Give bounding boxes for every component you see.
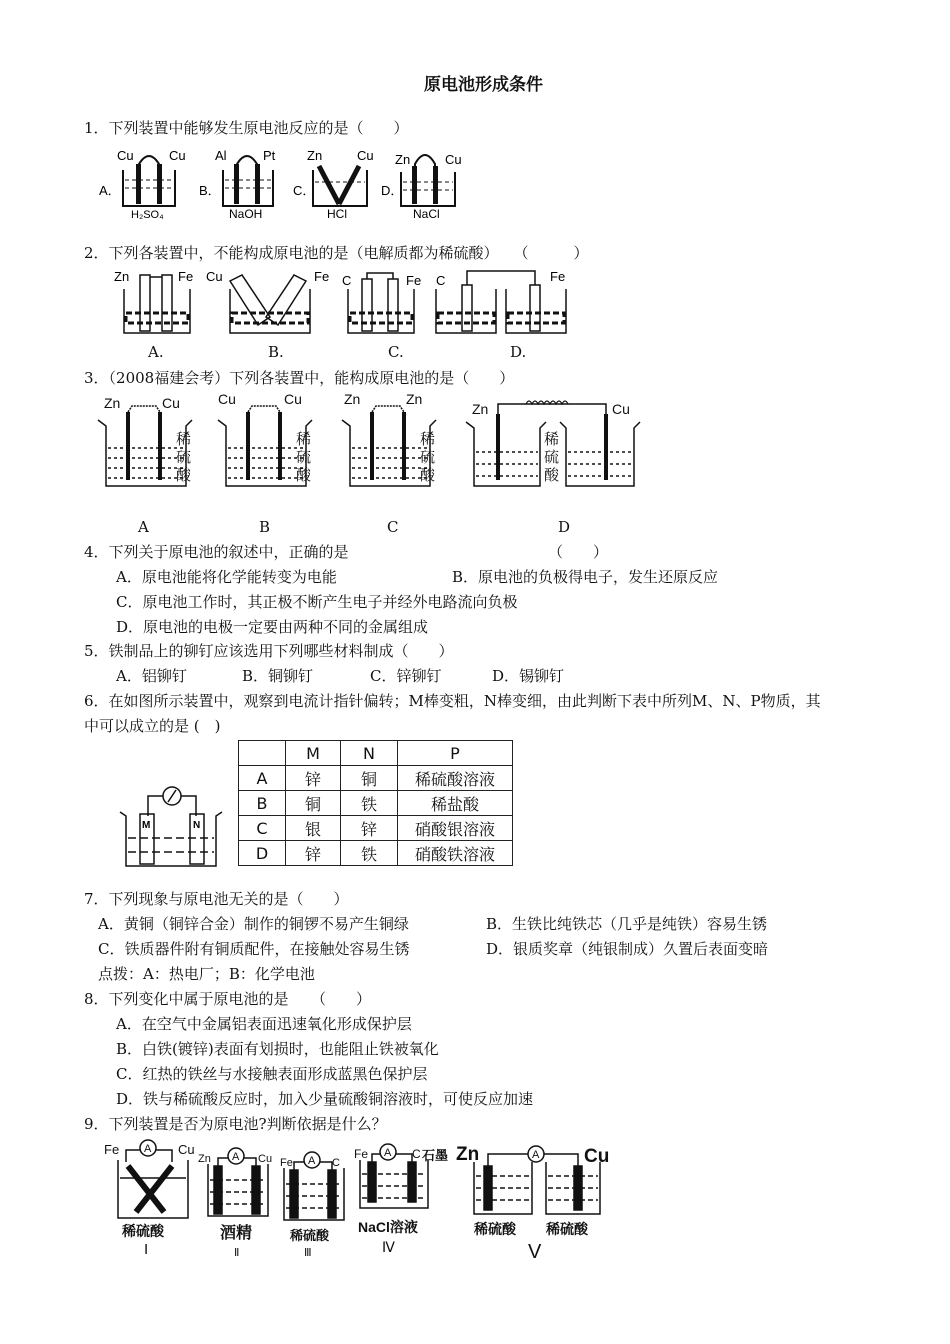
q6-figure <box>112 780 230 872</box>
svg-text:A: A <box>384 1147 392 1159</box>
svg-text:稀: 稀 <box>176 431 192 448</box>
q7-option-d: D．银质奖章（纯银制成）久置后表面变暗 <box>486 940 769 958</box>
q8-stem: 8．下列变化中属于原电池的是 （ ） <box>84 990 372 1008</box>
q1-a-label: A． <box>99 183 121 198</box>
q9-figure <box>100 1136 620 1264</box>
q2-b-right: Fe <box>314 269 330 284</box>
q2-c-left: C <box>342 273 352 288</box>
q7-option-b: B．生铁比纯铁芯（几乎是纯铁）容易生锈 <box>486 915 768 933</box>
q9-iv-num: Ⅳ <box>382 1239 395 1255</box>
q9-iv-sol: NaCl溶液 <box>358 1219 418 1235</box>
svg-text:稀: 稀 <box>296 431 312 448</box>
q1-a-sol: H₂SO₄ <box>131 209 164 221</box>
q1-d-label: D． <box>381 183 404 198</box>
q2-d-left: C <box>436 273 446 288</box>
svg-text:酸: 酸 <box>176 467 192 484</box>
svg-text:硫: 硫 <box>176 449 192 466</box>
q3-d-right: Cu <box>612 401 630 417</box>
svg-text:硫: 硫 <box>296 449 312 466</box>
q9-iii-sol: 稀硫酸 <box>290 1228 330 1243</box>
q1-b-right: Pt <box>263 148 276 163</box>
q9-stem: 9．下列装置是否为原电池?判断依据是什么？ <box>84 1115 387 1133</box>
q2-stem: 2．下列各装置中，不能构成原电池的是（电解质都为稀硫酸） （ ） <box>84 244 589 262</box>
q9-v-num: V <box>528 1241 542 1263</box>
q9-v-sol-right: 稀硫酸 <box>546 1221 588 1237</box>
q6-line2: 中可以成立的是 ( ) <box>84 717 221 735</box>
q7-hint: 点拨：A：热电厂；B：化学电池 <box>98 965 315 983</box>
q2-figure <box>110 265 580 337</box>
q5-option-a: A．铝铆钉 <box>116 667 187 685</box>
q9-i-num: I <box>144 1241 149 1258</box>
q4-option-b: B．原电池的负极得电子，发生还原反应 <box>452 568 719 586</box>
q3-letter-d: D <box>558 518 571 536</box>
q9-iii-right: C <box>332 1157 340 1169</box>
svg-text:硫: 硫 <box>420 449 436 466</box>
q7-option-c: C．铁质器件附有铜质配件，在接触处容易生锈 <box>98 940 410 958</box>
q7-stem: 7．下列现象与原电池无关的是（ ） <box>84 890 349 908</box>
q9-ii-left: Zn <box>198 1153 211 1165</box>
q1-c-label: C． <box>293 183 316 198</box>
svg-text:酸: 酸 <box>544 467 560 484</box>
q2-b-left: Cu <box>206 269 223 284</box>
q4-bracket: （ ） <box>548 543 609 561</box>
q9-v-sol-left: 稀硫酸 <box>474 1221 516 1237</box>
table-row: C 银 锌 硝酸银溶液 <box>239 816 513 841</box>
svg-text:硫: 硫 <box>544 449 560 466</box>
q3-b-left: Cu <box>218 392 236 407</box>
q8-option-b: B．白铁(镀锌)表面有划损时，也能阻止铁被氧化 <box>116 1040 439 1058</box>
svg-text:A: A <box>532 1149 540 1161</box>
q3-c-left: Zn <box>344 392 361 407</box>
q1-a-right: Cu <box>169 148 186 163</box>
page-title: 原电池形成条件 <box>424 75 543 95</box>
q9-iii-left: Fe <box>280 1157 293 1169</box>
q1-b-label: B． <box>199 183 221 198</box>
q9-iv-extra: 石墨 <box>422 1148 449 1163</box>
q7-option-a: A．黄铜（铜锌合金）制作的铜锣不易产生铜绿 <box>98 915 409 933</box>
svg-text:A: A <box>232 1151 240 1163</box>
q3-letter-b: B <box>259 518 271 536</box>
q2-letter-c: C. <box>388 343 404 361</box>
q2-letter-d: D. <box>510 343 527 361</box>
q3-d-left: Zn <box>472 401 489 417</box>
q3-figure <box>94 392 644 492</box>
q1-d-right: Cu <box>445 152 462 167</box>
q9-i-left: Fe <box>104 1142 120 1157</box>
q5-option-d: D．锡铆钉 <box>492 667 565 685</box>
q9-iii-num: Ⅲ <box>304 1247 312 1259</box>
svg-text:A: A <box>308 1155 316 1167</box>
q1-b-sol: NaOH <box>229 207 263 221</box>
q8-option-d: D．铁与稀硫酸反应时，加入少量硫酸铜溶液时，可使反应加速 <box>116 1090 534 1108</box>
q9-v-right: Cu <box>584 1146 610 1167</box>
q9-iv-right: C <box>412 1147 421 1161</box>
q5-option-c: C．锌铆钉 <box>370 667 442 685</box>
q3-letter-c: C <box>387 518 399 536</box>
q6-n-label: N <box>193 820 201 831</box>
q1-c-right: Cu <box>357 148 374 163</box>
q5-stem: 5．铁制品上的铆钉应该选用下列哪些材料制成（ ） <box>84 642 454 660</box>
q1-stem: 1．下列装置中能够发生原电池反应的是（ ） <box>84 119 409 137</box>
q4-option-d: D．原电池的电极一定要由两种不同的金属组成 <box>116 618 429 636</box>
q8-option-a: A．在空气中金属铝表面迅速氧化形成保护层 <box>116 1015 412 1033</box>
q4-stem: 4．下列关于原电池的叙述中，正确的是 <box>84 543 349 561</box>
q9-ii-sol: 酒精 <box>220 1225 253 1242</box>
q9-ii-right: Cu <box>258 1153 273 1165</box>
q9-ii-num: Ⅱ <box>234 1247 240 1259</box>
table-row: D 锌 铁 硝酸铁溶液 <box>239 841 513 866</box>
svg-text:A: A <box>144 1143 152 1155</box>
q9-i-sol: 稀硫酸 <box>122 1223 164 1239</box>
q9-iv-left: Fe <box>354 1147 369 1161</box>
q1-c-left: Zn <box>307 148 323 163</box>
q3-c-right: Zn <box>406 392 423 407</box>
q4-option-a: A．原电池能将化学能转变为电能 <box>116 568 337 586</box>
q1-a-left: Cu <box>117 148 134 163</box>
q2-a-left: Zn <box>114 269 130 284</box>
q5-option-b: B．铜铆钉 <box>242 667 314 685</box>
q3-a-right: Cu <box>162 395 180 411</box>
q9-v-left: Zn <box>456 1144 480 1165</box>
q1-figure <box>95 140 475 222</box>
q6-m-label: M <box>142 820 151 831</box>
q8-option-c: C．红热的铁丝与水接触表面形成蓝黑色保护层 <box>116 1065 428 1083</box>
q6-line1: 6．在如图所示装置中，观察到电流计指针偏转；M棒变粗，N棒变细，由此判断下表中所列M、N、P物质，其 <box>84 692 821 710</box>
q3-stem: 3．（2008福建会考）下列各装置中，能构成原电池的是（ ） <box>84 369 515 387</box>
q2-a-right: Fe <box>178 269 194 284</box>
svg-text:酸: 酸 <box>296 467 312 484</box>
svg-text:酸: 酸 <box>420 467 436 484</box>
svg-text:稀: 稀 <box>420 431 436 448</box>
q4-option-c: C．原电池工作时，其正极不断产生电子并经外电路流向负极 <box>116 593 518 611</box>
q1-b-left: Al <box>215 148 227 163</box>
q2-c-right: Fe <box>406 273 422 288</box>
q3-a-left: Zn <box>104 395 121 411</box>
table-row: A 锌 铜 稀硫酸溶液 <box>239 766 513 791</box>
q1-d-left: Zn <box>395 152 411 167</box>
q3-b-right: Cu <box>284 392 302 407</box>
q1-c-sol: HCl <box>327 207 347 221</box>
q3-letter-a: A <box>138 518 149 536</box>
q6-table <box>238 740 513 866</box>
q6-table-header: M N P <box>239 741 513 766</box>
q9-i-right: Cu <box>178 1142 195 1157</box>
q2-letter-a: A. <box>148 343 164 361</box>
q2-letter-b: B. <box>268 343 284 361</box>
svg-text:稀: 稀 <box>544 431 560 448</box>
q1-d-sol: NaCl <box>413 207 440 221</box>
table-row: B 铜 铁 稀盐酸 <box>239 791 513 816</box>
q2-d-right: Fe <box>550 269 566 284</box>
